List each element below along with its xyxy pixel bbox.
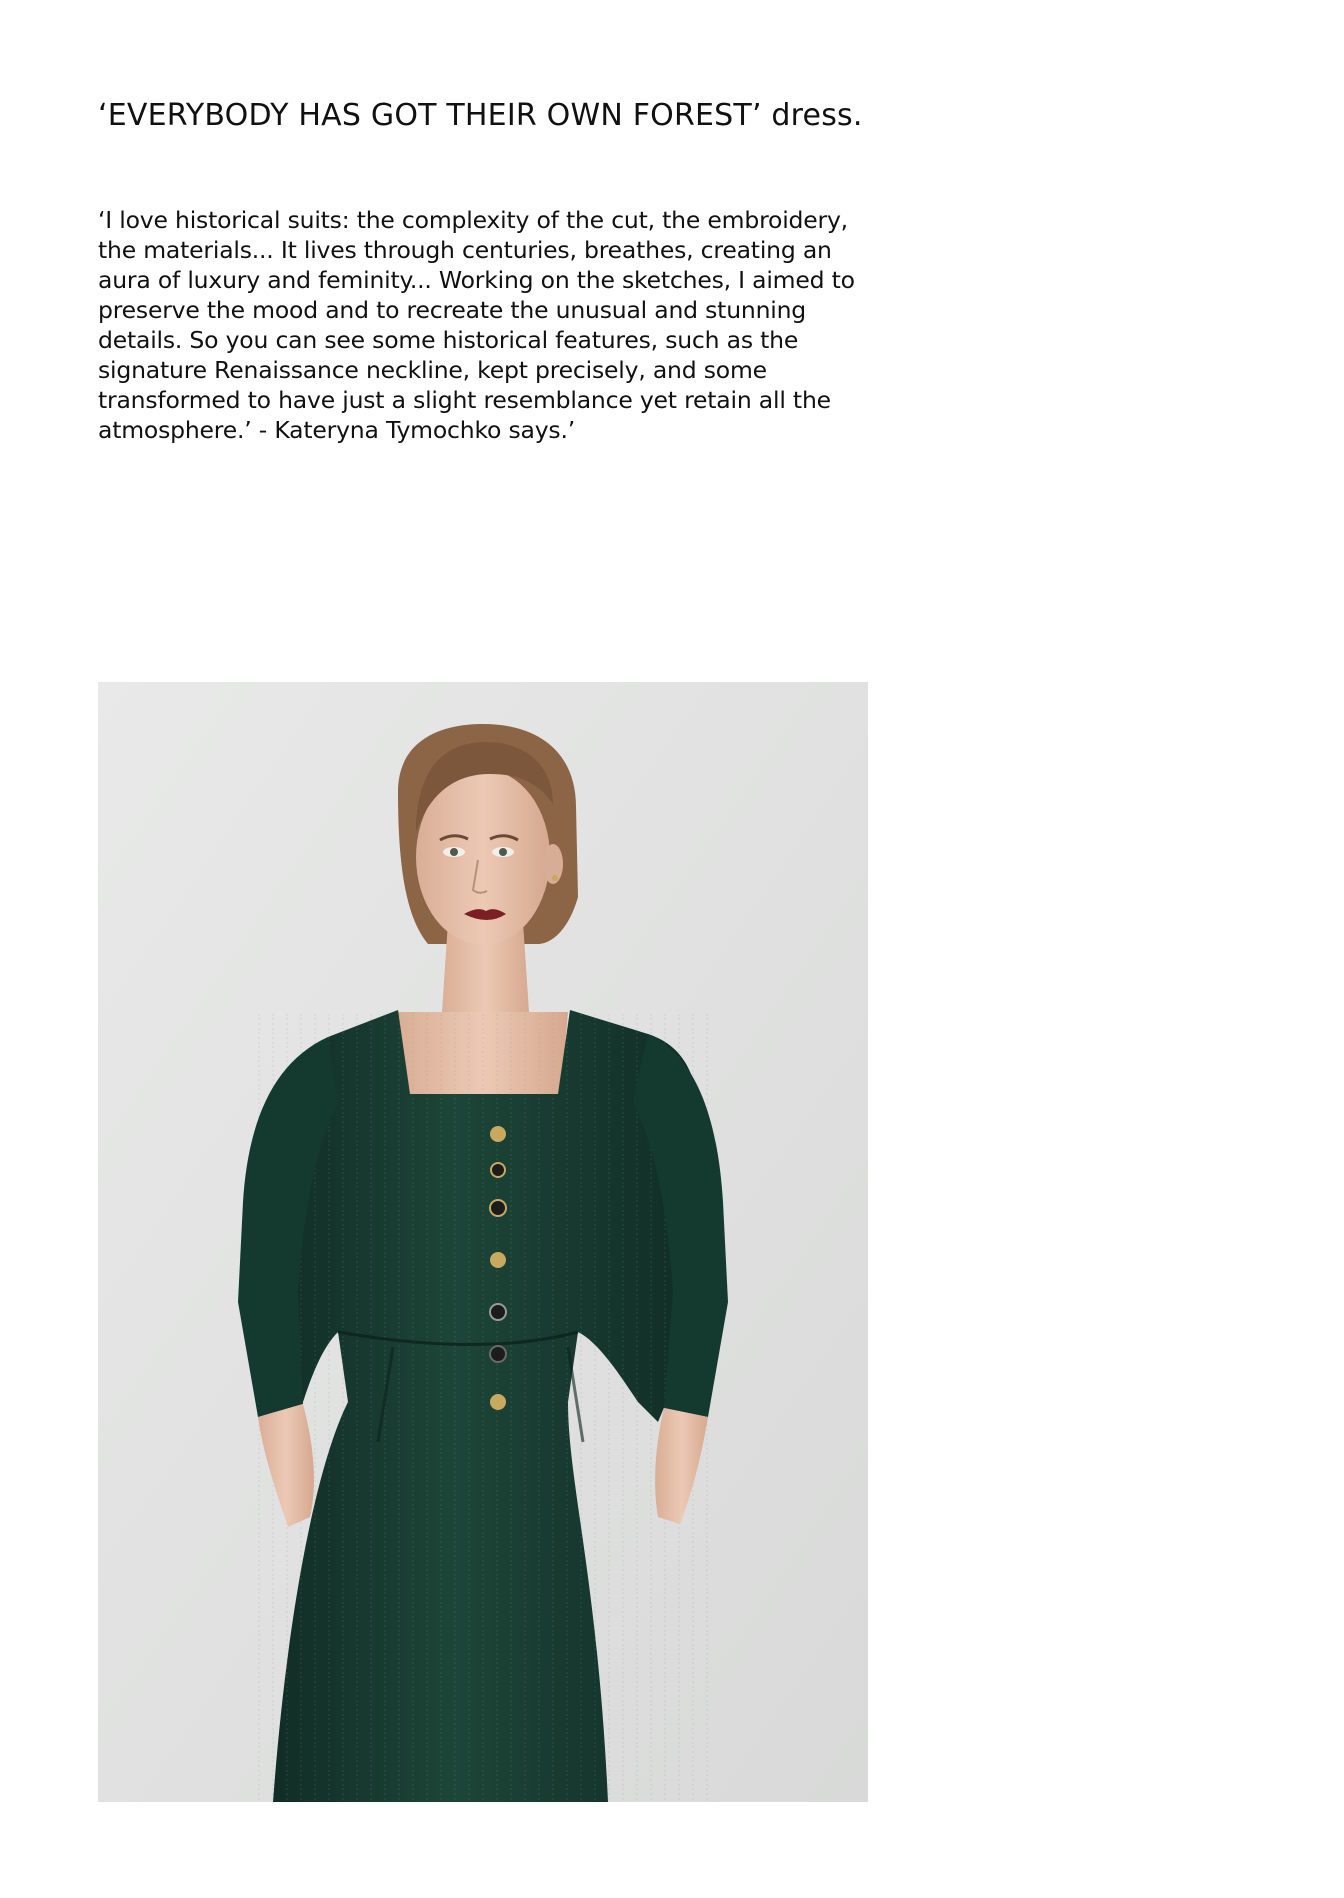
model-illustration <box>98 682 868 1802</box>
page-title: ‘EVERYBODY HAS GOT THEIR OWN FOREST’ dress. <box>98 98 863 133</box>
product-photo <box>98 682 868 1802</box>
designer-quote: ‘I love historical suits: the complexity of the cut, the embroidery, the materials... It lives through centuries, breathes, creating an aura of luxury and feminity... Working on the sketches, I aimed to preserve the mood and to recreate the unusual and stunning details. So you can see some historical features, such as the signature Renaissance neckline, kept precisely, and some transformed to have just a slight resemblance yet retain all the atmosphere.’ - Kateryna Tymochko says.’ <box>98 206 855 444</box>
